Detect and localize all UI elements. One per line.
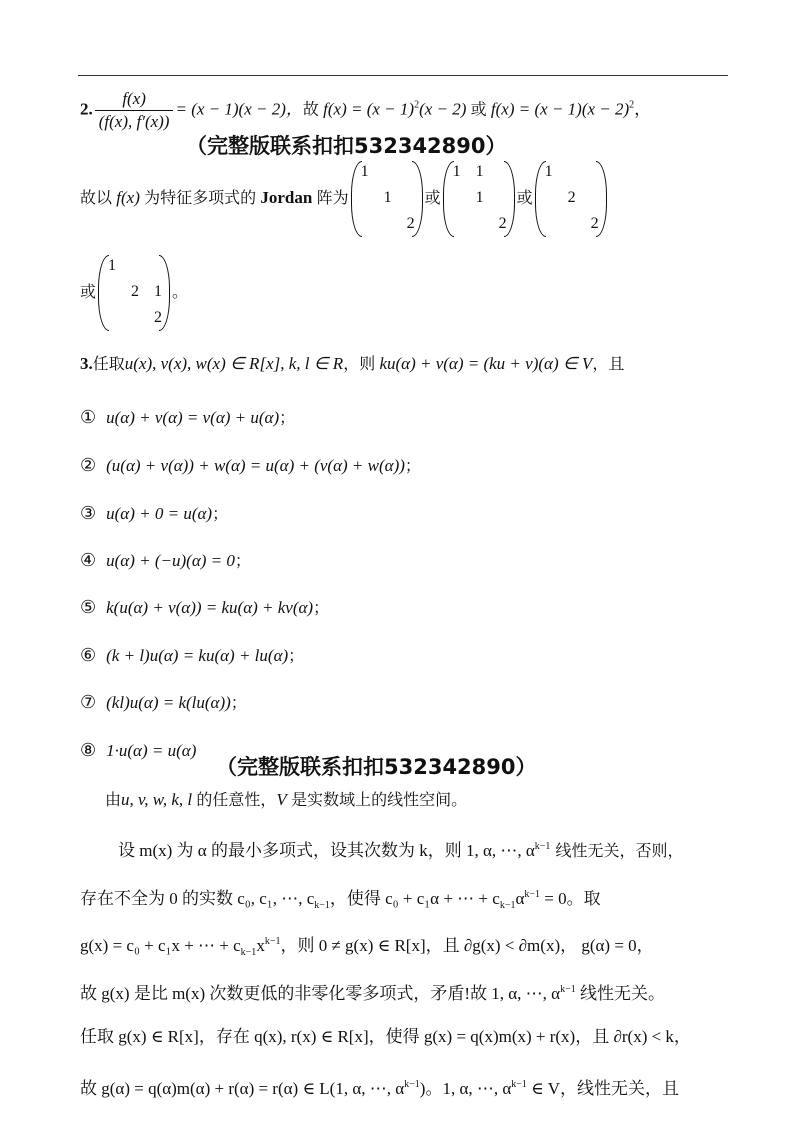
axiom-6: ⑥ (k + l)u(α) = ku(α) + lu(α)； — [80, 645, 305, 666]
fraction: $\frac{f(x)}{(f(x), f'(x))}$ — [95, 88, 174, 133]
jordan-matrix-3: 1 2 2 — [535, 163, 607, 235]
paragraph-3: g(x) = c₀ + c₁x + ⋯ + $c_{k-1}x^{k-1}$，则 0 ≠ g(x) ∈ R[x]，且 ∂g(x) < ∂m(x)， g(α) = 0， — [80, 936, 654, 958]
paragraph-2: 存在不全为 0 的实数 c₀, c₁, ⋯, $c_{k-1}$，使得 c₀ + c₁α + ⋯ + $c_{k-1}\alpha^{k-1} = 0$。取 — [80, 889, 601, 911]
jordan-matrix-2: 1 1 1 2 — [443, 163, 515, 235]
axiom-1: ① u(α) + v(α) = v(α) + u(α)； — [80, 407, 296, 428]
paragraph-1: 设 m(x) 为 α 的最小多项式，设其次数为 k，则 1, α, ⋯, $\alpha^{k-1}$ 线性无关，否则， — [118, 841, 684, 860]
axiom-5: ⑤ k(u(α) + v(α)) = ku(α) + kv(α)； — [80, 597, 330, 618]
axiom-8: ⑧ 1·u(α) = u(α) — [80, 740, 197, 761]
watermark-2: （完整版联系扣扣532342890） — [216, 755, 537, 779]
axiom-2: ② (u(α) + v(α)) + w(α) = u(α) + (v(α) + w(α))； — [80, 455, 421, 476]
watermark-1: （完整版联系扣扣532342890） — [186, 134, 507, 158]
item2-equation-line: 2. $\frac{f(x)}{(f(x), f'(x))}$ = (x − 1)(x − 2)，故 $f(x) = (x - 1)^2(x - 2)$ 或 $f(x) = (x - 1)(x - 2)^2$， — [80, 89, 652, 131]
item-number: 2. — [80, 99, 93, 119]
axiom-3: ③ u(α) + 0 = u(α)； — [80, 503, 229, 524]
conclusion-line: 由u, v, w, k, l 的任意性，V 是实数域上的线性空间。 — [105, 790, 468, 809]
jordan-line: 故以 f(x) 为特征多项式的 Jordan 阵为 1 1 2 或 1 1 1 2 或 1 2 2 — [80, 158, 609, 238]
jordan-matrix-1: 1 1 2 — [351, 163, 423, 235]
axiom-7: ⑦ (kl)u(α) = k(lu(α))； — [80, 692, 247, 713]
item3-intro: 3.任取u(x), v(x), w(x) ∈ R[x], k, l ∈ R，则 ku(α) + v(α) = (ku + v)(α) ∈ V，且 — [80, 354, 625, 373]
jordan-line-2: 或 1 2 1 2 。 — [80, 252, 188, 332]
item-number: 3. — [80, 354, 93, 373]
paragraph-5: 任取 g(x) ∈ R[x]，存在 q(x), r(x) ∈ R[x]，使得 g(x) = q(x)m(x) + r(x)，且 ∂r(x) < k， — [80, 1027, 691, 1046]
header-rule — [78, 75, 728, 76]
paragraph-4: 故 g(x) 是比 m(x) 次数更低的非零化零多项式，矛盾!故 1, α, ⋯, $\alpha^{k-1}$ 线性无关。 — [80, 984, 665, 1003]
axiom-4: ④ u(α) + (−u)(α) = 0； — [80, 550, 251, 571]
jordan-matrix-4: 1 2 1 2 — [98, 257, 170, 329]
paragraph-6: 故 g(α) = q(α)m(α) + r(α) = r(α) ∈ L(1, α, ⋯, $\alpha^{k-1}$)。1, α, ⋯, $\alpha^{k-1}$ ∈ V，线性无关，且 — [80, 1079, 679, 1098]
